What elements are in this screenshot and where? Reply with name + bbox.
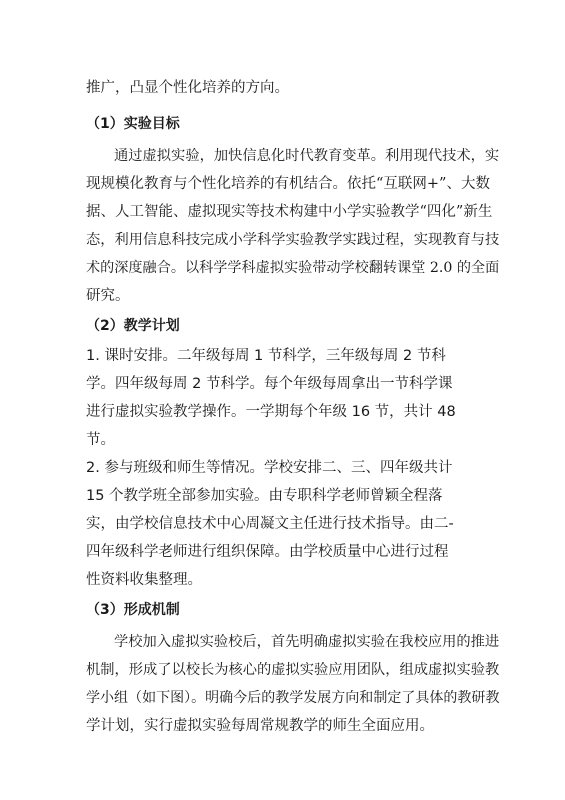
section-heading-teaching-plan: （2）教学计划	[86, 318, 180, 334]
body-text-line: 据、人工智能、虚拟现实等技术构建中小学实验教学“四化”新生	[86, 204, 493, 220]
list-item-line: 实，由学校信息技术中心周凝文主任进行技术指导。由二-	[86, 516, 454, 532]
body-text-line: 研究。	[86, 288, 130, 304]
list-item-line: 15 个教学班全部参加实验。由专职科学老师曾颖全程落	[86, 488, 443, 504]
body-text-line: 通过虚拟实验，加快信息化时代教育变革。利用现代技术，实	[114, 148, 500, 164]
body-text-line: 现规模化教育与个性化培养的有机结合。依托“互联网+”、大数	[86, 176, 490, 192]
body-text-line: 学校加入虚拟实验校后，首先明确虚拟实验在我校应用的推进	[114, 634, 500, 650]
list-item-line: 性资料收集整理。	[86, 572, 202, 588]
list-item-line: 节。	[86, 432, 115, 448]
list-item-line: 学。四年级每周 2 节科学。每个年级每周拿出一节科学课	[86, 376, 453, 392]
list-item-line: 四年级科学老师进行组织保障。由学校质量中心进行过程	[86, 544, 449, 560]
body-text-line: 术的深度融合。以科学学科虚拟实验带动学校翻转课堂 2.0 的全面	[86, 260, 500, 276]
list-item-line: 进行虚拟实验教学操作。一学期每个年级 16 节，共计 48	[86, 404, 456, 420]
body-text-line: 学小组（如下图）。明确今后的教学发展方向和制定了具体的教研教	[86, 690, 500, 706]
body-text-line: 推广，凸显个性化培养的方向。	[86, 80, 289, 96]
body-text-line: 态，利用信息科技完成小学科学实验教学实践过程，实现教育与技	[86, 232, 500, 248]
body-text-line: 机制，形成了以校长为核心的虚拟实验应用团队，组成虚拟实验教	[86, 662, 500, 678]
section-heading-experiment-goal: （1）实验目标	[86, 116, 180, 132]
list-item-line: 2. 参与班级和师生等情况。学校安排二、三、四年级共计	[86, 460, 453, 476]
list-item-line: 1. 课时安排。二年级每周 1 节科学，三年级每周 2 节科	[86, 348, 446, 364]
body-text-line: 学计划，实行虚拟实验每周常规教学的师生全面应用。	[86, 718, 434, 734]
section-heading-mechanism: （3）形成机制	[86, 602, 180, 618]
